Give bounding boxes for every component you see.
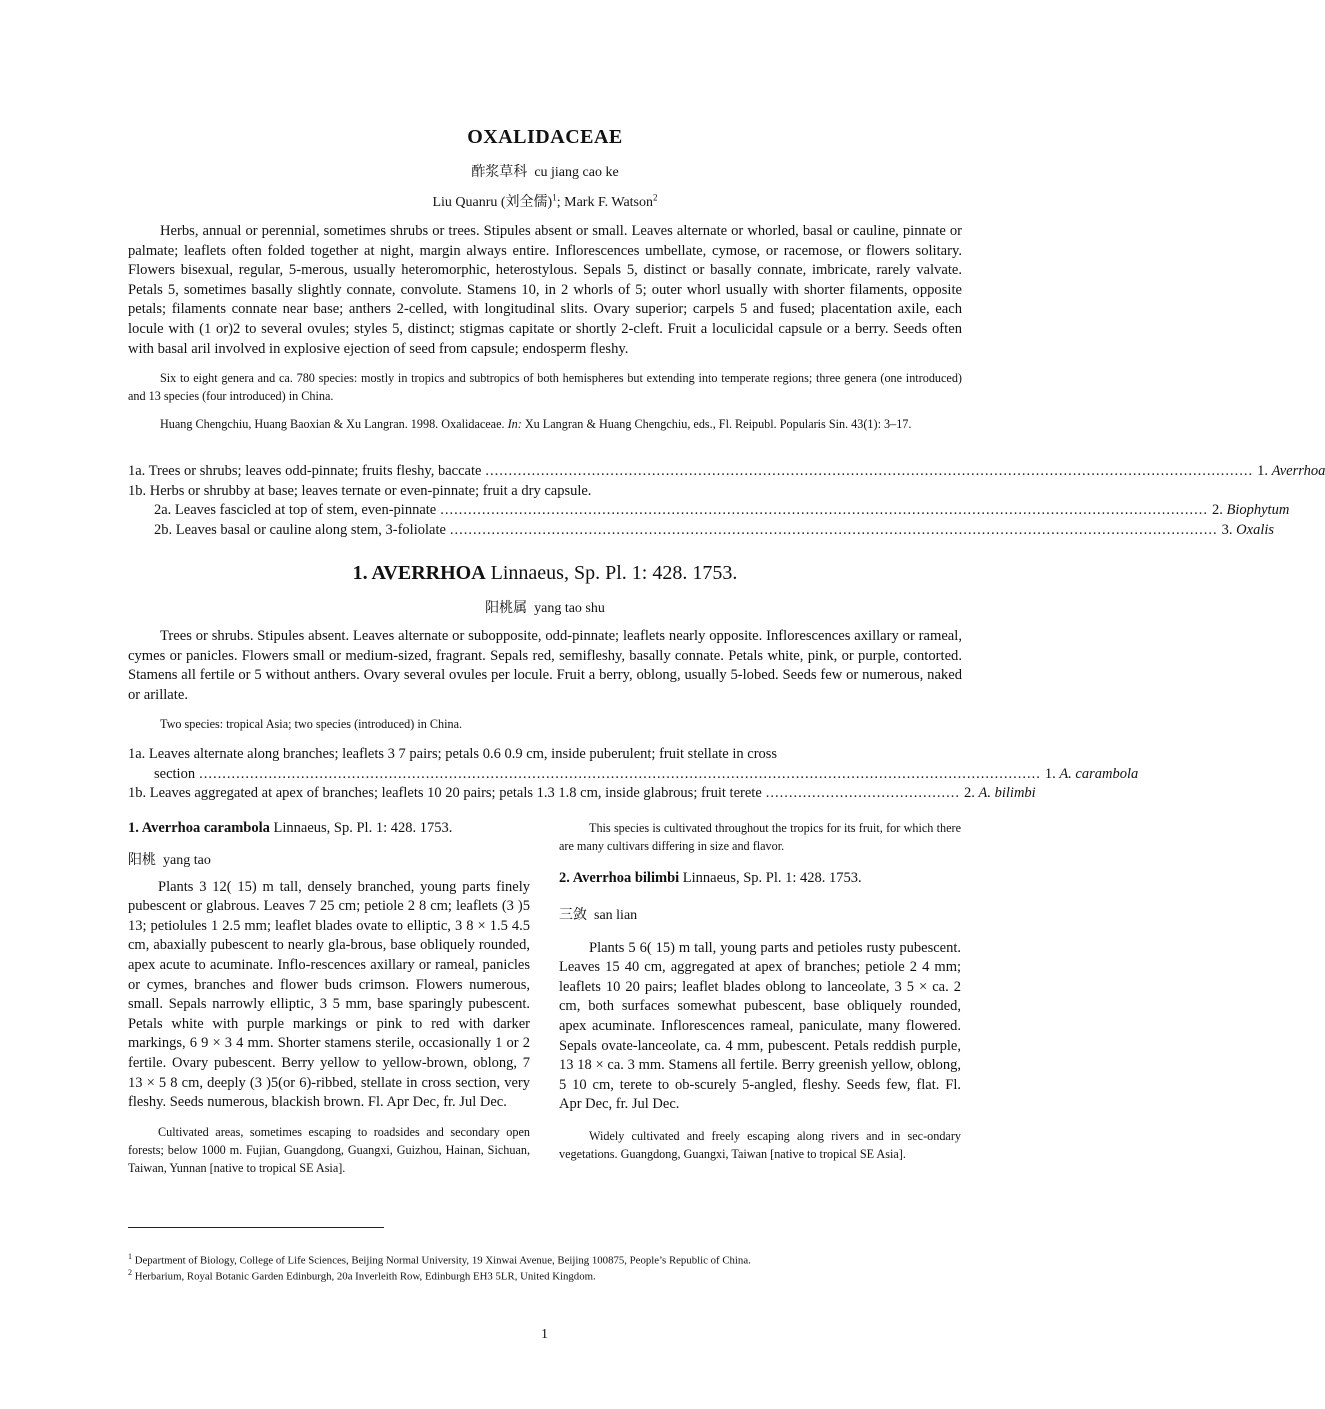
- key-result: 3. Oxalis: [1221, 521, 1275, 538]
- species-2-chinese-name: [559, 904, 961, 924]
- author-2-footnote-mark: 2: [653, 192, 658, 203]
- genus-pinyin: yang tao shu: [534, 601, 605, 616]
- key-leader-dots: ......................................................................................................................................................................: [485, 463, 1254, 479]
- reference-source: Xu Langran & Huang Chengchiu, eds., Fl. Reipubl. Popularis Sin. 43(1): 3–17.: [521, 417, 912, 431]
- left-column: [128, 819, 530, 1177]
- key-leader-dots: ......................................................................................................................................................................................: [199, 765, 1041, 782]
- family-key: [128, 462, 1325, 540]
- key-result: 1. Averrhoa: [1257, 463, 1325, 479]
- key-lead: 1a. Trees or shrubs; leaves odd-pinnate; fruits fleshy, baccate: [128, 463, 482, 479]
- genus-key-line-1a-cont: [128, 765, 1139, 785]
- key-lead: 2a. Leaves fascicled at top of stem, even-pinnate: [154, 502, 437, 519]
- species-1-citation: Linnaeus, Sp. Pl. 1: 428. 1753.: [269, 820, 453, 836]
- species-1-cultivation-note: This species is cultivated throughout the tropics for its fruit, for which there are many cultivars differing in size and flavor.: [559, 821, 961, 853]
- key-lead-continued: section: [154, 765, 196, 782]
- reference-authors: Huang Chengchiu, Huang Baoxian & Xu Langran. 1998. Oxalidaceae.: [160, 417, 508, 431]
- footnote-divider: [128, 1227, 384, 1228]
- genus-key: [128, 745, 1139, 804]
- genus-note: Two species: tropical Asia; two species (introduced) in China.: [160, 717, 463, 731]
- species-1-habitat: Cultivated areas, sometimes escaping to roadsides and secondary open forests; below 1000 m. Fujian, Guangdong, Guangxi, Guizhou, Hainan, Sichuan, Taiwan, Yunnan [native to tropical SE Asia].: [128, 1124, 530, 1175]
- species-1-name: 1. Averrhoa carambola: [128, 820, 270, 836]
- authors-line: [128, 191, 962, 211]
- family-chinese-characters: 酢浆草科: [471, 165, 528, 180]
- species-2-description: Plants 5 6( 15) m tall, young parts and petioles rusty pubescent. Leaves 15 40 cm, aggregated at apex of branches; petiole 2 4 mm; leaflets 10 20 pairs; leaflet blades oblong to lanceolate, 3 5 × ca. 2 cm, both surfaces somewhat pubescent, base obliquely rounded, apex acuminate. Inflorescences rameal, paniculate, many flowered. Sepals ovate-lanceolate, ca. 4 mm, pubescent. Petals reddish purple, 13 18 × ca. 3 mm. Stamens all fertile. Berry greenish yellow, oblong, 5 10 cm, terete to ob-scurely 5-angled, fleshy. Seeds few, flat. Fl. Apr Dec, fr. Jul Dec.: [559, 939, 961, 1113]
- species-1-description: Plants 3 12( 15) m tall, densely branched, young parts finely pubescent or glabrous. Leaves 7 25 cm; petiole 2 8 cm; leaflets (3 )5 13; petiolules 1 2.5 mm; leaflet blades ovate to elliptic, 3 8 × 1.5 4.5 cm, abaxially pubescent to nearly gla-brous, base obliquely rounded, apex acute to acuminate. Inflo-rescences axillary or rameal, panicles or cymes, branches and flower buds crimson. Flowers numerous, small. Sepals narrowly elliptic, 3 5 mm, base sparingly pubescent. Petals white with purple markings or pink to red with darker markings, 6 9 × 3 4 mm. Shorter stamens sterile, occasionally 1 or 2 fertile. Ovary pubescent. Berry yellow to yellow-brown, oblong, 7 13 × 5 8 cm, deeply (3 )5(or 6)-ribbed, stellate in cross section, very fleshy. Seeds numerous, blackish brown. Fl. Apr Dec, fr. Jul Dec.: [128, 878, 530, 1111]
- family-title: OXALIDACEAE: [467, 126, 623, 148]
- footnote-1-text: Department of Biology, College of Life Sciences, Beijing Normal University, 19 Xinwai Avenue, Beijing 100875, People’s Republic of China.: [132, 1254, 751, 1267]
- family-key-line-1a: [128, 462, 1325, 482]
- genus-title: [128, 562, 962, 585]
- species-2-pinyin: san lian: [594, 907, 638, 923]
- author-2: ; Mark F. Watson: [556, 195, 654, 210]
- genus-chinese-characters: 阳桃属: [485, 601, 528, 616]
- family-chinese-name: [128, 161, 962, 181]
- footnote-1-number: 1: [128, 1252, 132, 1261]
- species-2-citation: Linnaeus, Sp. Pl. 1: 428. 1753.: [679, 870, 862, 886]
- genus-description: Trees or shrubs. Stipules absent. Leaves alternate or subopposite, odd-pinnate; leaflets nearly opposite. Inflorescences axillary or rameal, cymes or panicles. Flowers small or medium-sized, fragrant. Sepals red, semifleshy, basally connate. Petals white, pink, or purple, contorted. Stamens all fertile or 5 without anthers. Ovary several ovules per locule. Fruit a berry, oblong, usually 5-lobed. Seeds few or numerous, naked or arillate.: [128, 628, 962, 703]
- species-2-chinese-characters: 三敛: [559, 907, 587, 923]
- page-number: 1: [541, 1327, 548, 1342]
- genus-key-line-1a: [128, 745, 962, 765]
- species-2-heading: [559, 869, 961, 889]
- genus-citation: Linnaeus, Sp. Pl. 1: 428. 1753.: [485, 562, 738, 584]
- family-pinyin: cu jiang cao ke: [534, 165, 619, 180]
- footnote-2-number: 2: [128, 1268, 132, 1277]
- author-1-footnote-mark: 1: [552, 192, 557, 203]
- key-lead: 1b. Herbs or shrubby at base; leaves ternate or even-pinnate; fruit a dry capsule.: [128, 482, 592, 499]
- species-2-habitat: Widely cultivated and freely escaping along rivers and in sec-ondary vegetations. Guangdong, Guangxi, Taiwan [native to tropical SE Asia].: [559, 1128, 961, 1161]
- family-key-line-1b: [128, 482, 962, 502]
- key-leader-dots: ......................................................................................................................................................................: [449, 521, 1218, 538]
- species-1-pinyin: yang tao: [163, 852, 211, 868]
- right-column: [559, 819, 961, 1163]
- genus-key-line-1b: [128, 784, 1036, 804]
- footnote-2-text: Herbarium, Royal Botanic Garden Edinburgh, 20a Inverleith Row, Edinburgh EH3 5LR, United Kingdom.: [132, 1270, 596, 1283]
- family-reference: [128, 416, 962, 434]
- species-2-name: 2. Averrhoa bilimbi: [559, 870, 680, 886]
- key-lead: 2b. Leaves basal or cauline along stem, 3-foliolate: [154, 521, 446, 538]
- species-1-chinese-name: [128, 849, 530, 869]
- key-lead: 1b. Leaves aggregated at apex of branches; leaflets 10 20 pairs; petals 1.3 1.8 cm, inside glabrous; fruit terete: [128, 785, 762, 802]
- family-description: Herbs, annual or perennial, sometimes shrubs or trees. Stipules absent or small. Leaves alternate or whorled, basal or cauline, pinnate or palmate; leaflets often folded together at night, margin always entire. Inflorescences umbellate, cymose, or racemose, or flowers solitary. Flowers bisexual, regular, 5-merous, usually heteromorphic, heterostylous. Sepals 5, distinct or basally connate, imbricate, rarely valvate. Petals 5, sometimes basally slightly connate, convolute. Stamens 10, in 2 whorls of 5; outer whorl usually with shorter filaments, opposite petals; filaments connate near base; anthers 2-celled, with longitudinal slits. Ovary superior; carpels 5 and fused; placentation axile, each locule with (1 or)2 to several ovules; styles 5, distinct; stigmas capitate or shortly 2-cleft. Fruit a loculicidal capsule or a berry. Seeds often with basal aril involved in explosive ejection of seed from capsule; endosperm fleshy.: [128, 223, 962, 357]
- key-leader-dots: ..........................................: [765, 785, 961, 802]
- species-1-chinese-characters: 阳桃: [128, 852, 156, 868]
- footnote-2: [128, 1265, 596, 1285]
- family-key-line-2a: [128, 501, 1290, 521]
- species-1-heading: [128, 819, 530, 839]
- key-result: 2. Biophytum: [1211, 502, 1290, 519]
- key-result: 1. A. carambola: [1044, 765, 1139, 782]
- family-key-line-2b: [128, 521, 1275, 541]
- key-result: 2. A. bilimbi: [964, 785, 1036, 802]
- key-leader-dots: ......................................................................................................................................................................: [440, 502, 1208, 519]
- reference-in: In:: [507, 417, 522, 431]
- key-lead: 1a. Leaves alternate along branches; leaflets 3 7 pairs; petals 0.6 0.9 cm, inside puberulent; fruit stellate in cross: [128, 746, 778, 762]
- author-1: Liu Quanru (刘全儒): [432, 195, 553, 210]
- genus-chinese-name: [128, 597, 962, 617]
- family-distribution-note: Six to eight genera and ca. 780 species: mostly in tropics and subtropics of both hemispheres but extending into temperate regions; three genera (one introduced) and 13 species (four introduced) in China.: [128, 371, 962, 403]
- genus-name: 1. AVERRHOA: [352, 562, 486, 584]
